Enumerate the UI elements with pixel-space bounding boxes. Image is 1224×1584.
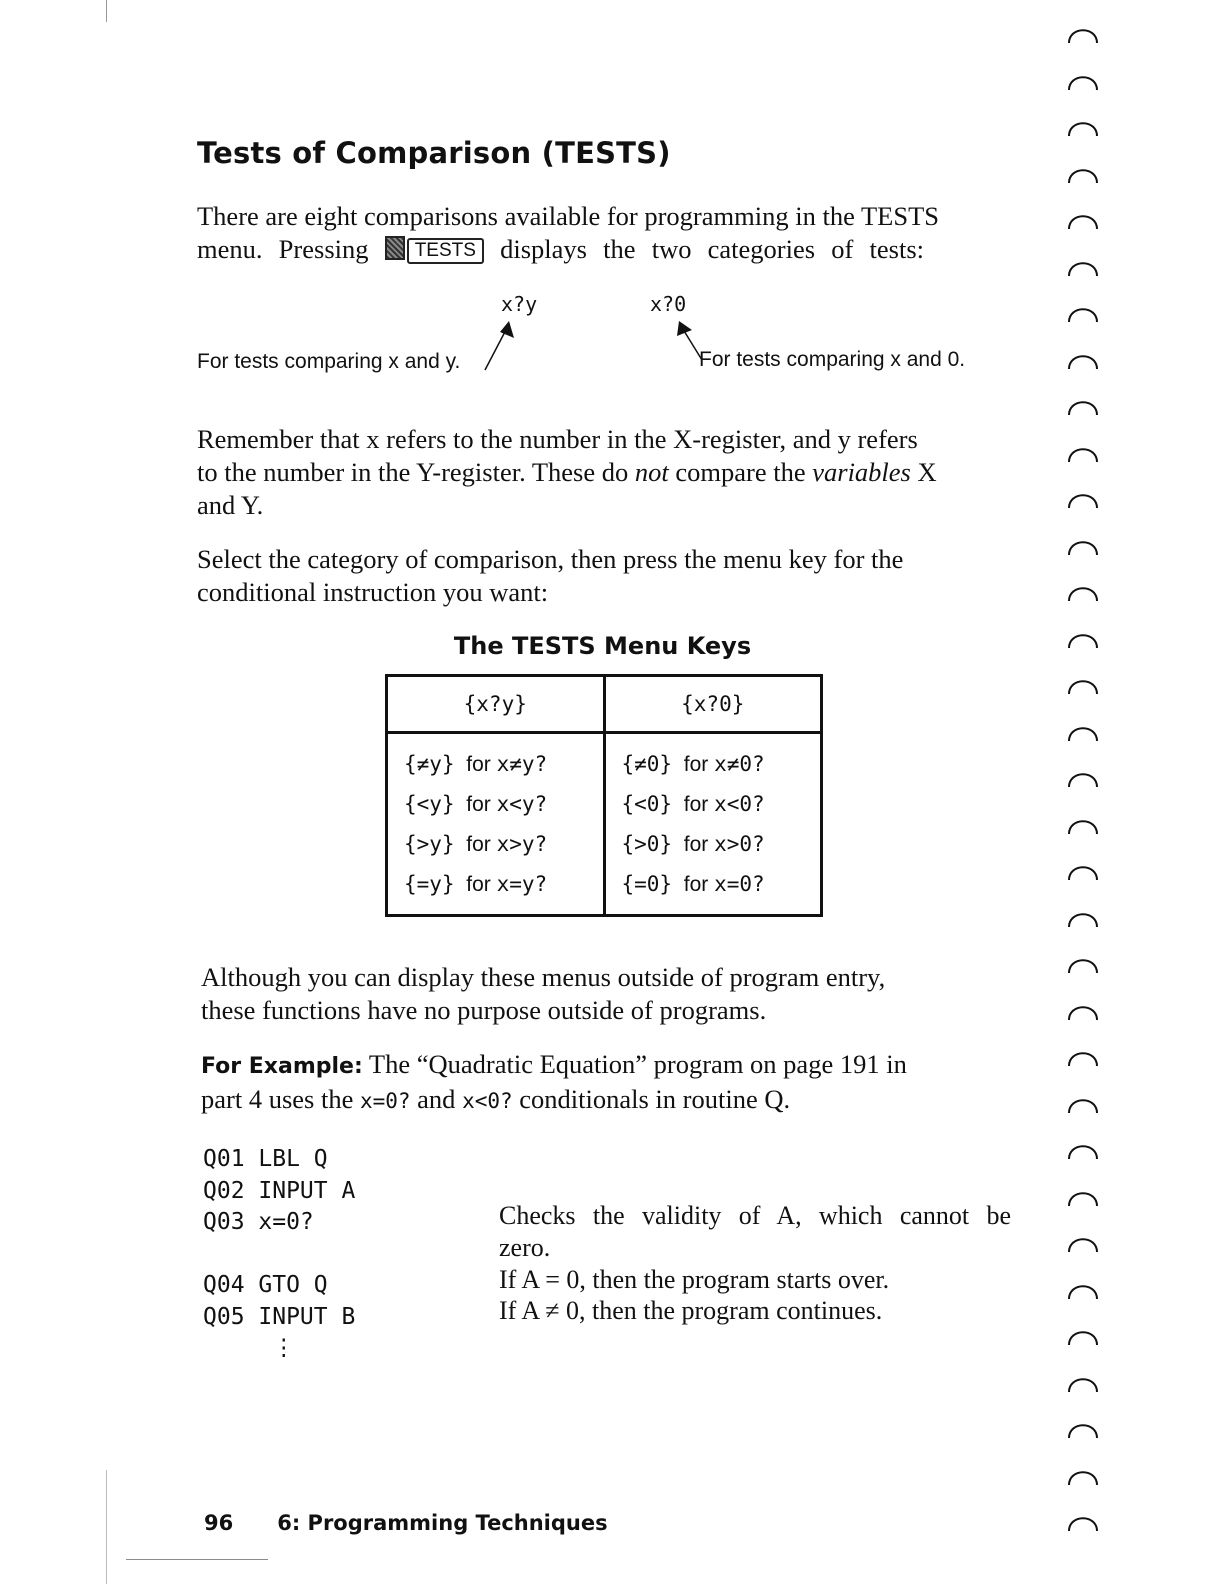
menu-key: {=y} [404,871,455,896]
select-paragraph [197,543,1009,609]
table-header-xy: {x?y} [387,676,605,733]
margin-arc-icon [1066,627,1100,649]
margin-arc-icon [1066,534,1100,556]
margin-arc-icon [1066,115,1100,137]
listing-line: ⋮ [203,1335,296,1361]
margin-arc-icon [1066,487,1100,509]
margin-arc-icon [1066,673,1100,695]
margin-arc-icon [1066,301,1100,323]
table-cell [604,784,822,824]
margin-arc-icon [1066,1138,1100,1160]
margin-arc-icon [1066,906,1100,928]
table-cell [387,784,605,824]
remember-line-3: and Y. [197,490,264,520]
table-cell [604,824,822,864]
table-row [387,784,822,824]
for-text: for [466,792,491,816]
remember-paragraph [197,423,1009,522]
remember-variables: variables [812,457,911,487]
listing-line: Q01 LBL Q [203,1146,328,1172]
listing-line [203,1239,355,1271]
margin-arc-icon [1066,859,1100,881]
page-edge-mark [126,1559,268,1560]
intro-line-2 [197,233,924,266]
menu-label-xy: x?y [501,292,538,316]
remember-line-1: Remember that x refers to the number in the X-register, and y refers [197,424,918,454]
example-text-2c: conditionals in routine Q. [512,1084,791,1114]
comment-validity-line-1: Checks the validity of A, which cannot be [499,1201,1011,1230]
margin-arc-icon [1066,1371,1100,1393]
section-title: Tests of Comparison (TESTS) [197,136,671,170]
margin-arc-icon [1066,441,1100,463]
select-line-1: Select the category of comparison, then press the menu key for the [197,544,904,574]
margin-arc-icon [1066,952,1100,974]
margin-arc-icon [1066,766,1100,788]
margin-arc-icon [1066,999,1100,1021]
select-line-2: conditional instruction you want: [197,577,549,607]
table-header-x0: {x?0} [604,676,822,733]
chapter-title: 6: Programming Techniques [277,1511,608,1535]
example-paragraph [201,1048,991,1118]
margin-arc-icon [1066,1464,1100,1486]
menu-key: {=0} [621,871,673,896]
conditional: x<0? [714,791,765,816]
margin-arc-icon [1066,162,1100,184]
table-cell [387,824,605,864]
margin-arc-icon [1066,1231,1100,1253]
margin-arc-icon [1066,720,1100,742]
conditional: x≠y? [496,751,548,776]
margin-arc-icon [1066,580,1100,602]
margin-arc-icon [1066,1278,1100,1300]
listing-line: Q03 x=0? [203,1209,314,1235]
menu-key: {<y} [404,791,455,816]
margin-arc-icon [1066,1045,1100,1067]
conditional: x≠0? [714,751,765,776]
for-text: for [683,832,709,856]
menu-key: {<0} [621,791,673,816]
menu-key: {>0} [621,831,673,856]
comment-continues: If A ≠ 0, then the program continues. [499,1296,883,1325]
margin-arc-icon [1066,1417,1100,1439]
table-cell [387,733,605,785]
intro-text-pre: menu. Pressing [197,234,369,264]
for-text: for [683,872,709,896]
table-row [387,733,822,785]
tests-key: TESTS [407,238,484,264]
remember-text-a: to the number in the Y-register. These do [197,457,635,487]
for-text: for [466,832,491,856]
margin-arc-icon [1066,348,1100,370]
although-line-1: Although you can display these menus outside of program entry, [201,962,886,992]
arrow-to-xy-icon [480,318,528,374]
tests-menu-table [385,674,823,917]
margin-arc-icon [1066,208,1100,230]
example-text-2a: part 4 uses the [201,1084,360,1114]
margin-arc-icon [1066,1185,1100,1207]
menu-label-x0: x?0 [650,292,687,316]
conditional: x=y? [496,871,548,896]
remember-text-c: X [910,457,937,487]
conditional: x>0? [714,831,765,856]
listing-line: Q04 GTO Q [203,1272,328,1298]
margin-arc-icon [1066,1092,1100,1114]
example-text-2b: and [410,1084,463,1114]
comment-starts-over: If A = 0, then the program starts over. [499,1265,890,1294]
table-row [387,824,822,864]
table-cell [604,733,822,785]
conditional: x>y? [496,831,548,856]
conditional: x=0? [714,871,765,896]
example-line-1 [201,1048,991,1083]
for-text: for [683,752,709,776]
intro-paragraph [197,200,1009,266]
although-paragraph [201,961,981,1027]
menu-key: {>y} [404,831,455,856]
margin-arc-icon [1066,1510,1100,1532]
comment-validity [499,1200,1011,1264]
page-footer [204,1511,608,1535]
table-title: The TESTS Menu Keys [453,632,752,660]
remember-not: not [634,457,669,487]
menu-key: {≠0} [621,751,673,776]
for-text: for [683,792,709,816]
binding-line [106,0,107,22]
example-code-2: x<0? [462,1089,513,1113]
intro-text-post: displays the two categories of tests: [500,234,924,264]
margin-arc-icon [1066,22,1100,44]
margin-arc-icon [1066,1324,1100,1346]
comment-validity-line-2: zero. [499,1233,551,1262]
table-cell [604,864,822,916]
shift-key-icon [385,236,405,260]
remember-line-2 [197,456,1009,489]
example-code-1: x=0? [359,1089,411,1113]
page-number: 96 [204,1511,234,1535]
example-line-2 [201,1083,991,1118]
example-label: For Example: [201,1054,363,1079]
for-text: for [466,752,491,776]
margin-arc-icon [1066,255,1100,277]
although-line-2: these functions have no purpose outside of programs. [201,995,767,1025]
menu-key: {≠y} [404,751,455,776]
listing-line: Q02 INPUT A [203,1177,356,1204]
for-text: for [466,872,491,896]
note-x0: For tests comparing x and 0. [699,348,966,371]
listing-line: Q05 INPUT B [203,1303,356,1330]
example-text-1: The “Quadratic Equation” program on page 191 in [362,1049,907,1079]
table-header-row [387,676,822,733]
margin-arc-icon [1066,813,1100,835]
remember-text-b: compare the [668,457,813,487]
margin-arc-icon [1066,69,1100,91]
table-cell [387,864,605,916]
binding-line-lower [106,1470,107,1584]
table-row [387,864,822,916]
program-listing [203,1144,355,1365]
note-xy: For tests comparing x and y. [197,350,461,373]
intro-line-1: There are eight comparisons available for programming in the TESTS [197,201,940,231]
margin-arc-icon [1066,394,1100,416]
conditional: x<y? [496,791,548,816]
